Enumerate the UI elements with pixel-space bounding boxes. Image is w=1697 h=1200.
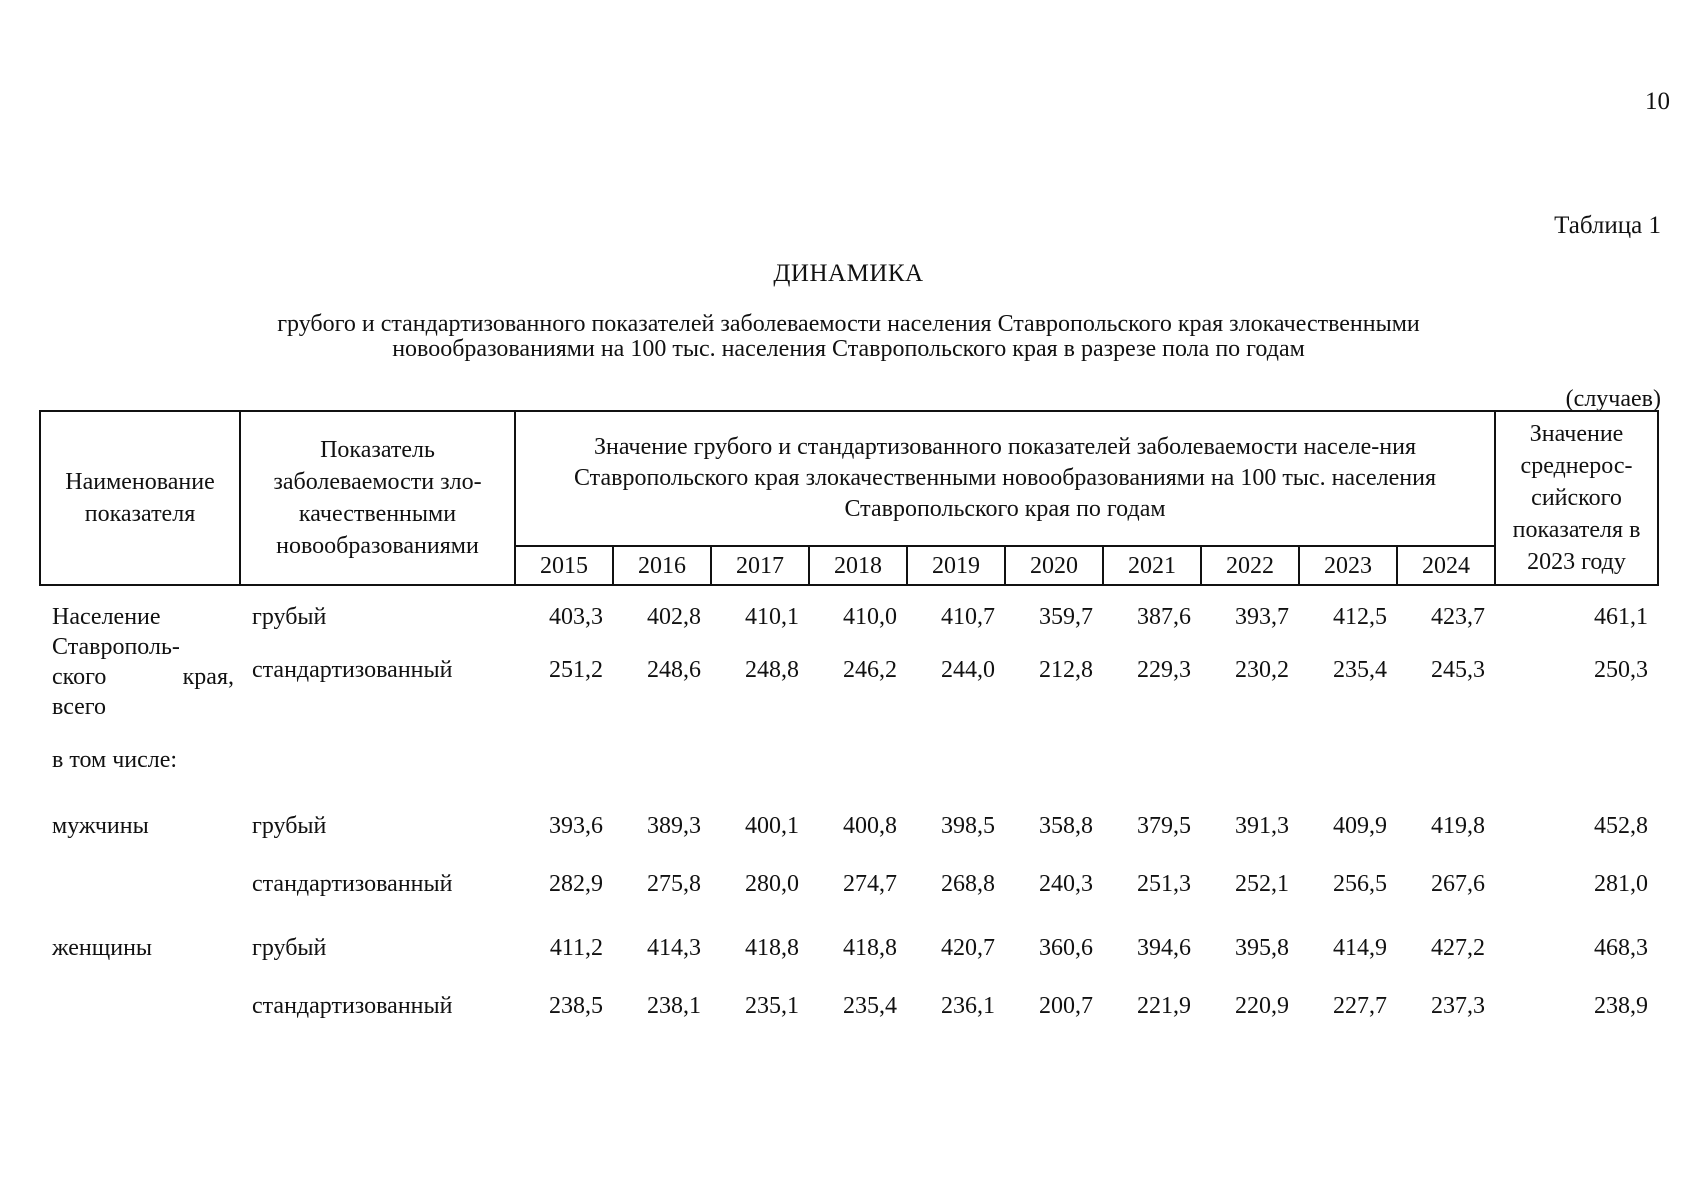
value-cell: 403,3	[549, 604, 603, 630]
russia-average-cell: 468,3	[1594, 935, 1649, 961]
row-name-population	[40, 585, 240, 735]
document-subtitle	[0, 312, 1697, 362]
value-cell: 409,9	[1333, 813, 1387, 839]
value-cell: 230,2	[1235, 657, 1289, 683]
russia-average-cell: 452,8	[1594, 813, 1649, 839]
value-cell: 236,1	[941, 993, 995, 1019]
value-cell: 237,3	[1431, 993, 1486, 1019]
value-cell: 275,8	[647, 871, 701, 897]
value-cell: 414,9	[1333, 935, 1387, 961]
value-cell: 251,2	[549, 657, 603, 683]
value-cell: 235,4	[843, 993, 897, 1019]
value-cell: 389,3	[647, 813, 701, 839]
table-row	[40, 985, 1658, 1035]
incidence-table	[39, 410, 1659, 1035]
value-cell: 235,4	[1333, 657, 1387, 683]
table-body	[40, 585, 1658, 1035]
table-row	[40, 923, 1658, 985]
value-cell: 274,7	[843, 871, 897, 897]
table-row	[40, 655, 1658, 735]
value-cell: 393,7	[1235, 604, 1289, 630]
value-cell: 398,5	[941, 813, 995, 839]
value-cell: 268,8	[941, 871, 995, 897]
header-russia-average: Значение среднерос-сийского показателя в 2023 году	[1495, 411, 1658, 585]
value-cell: 238,5	[549, 993, 603, 1019]
indicator-cell: стандартизованный	[252, 871, 453, 897]
indicator-cell: стандартизованный	[252, 993, 453, 1019]
table-row	[40, 735, 1658, 797]
value-cell: 410,1	[745, 604, 799, 630]
table-label: Таблица 1	[1554, 212, 1661, 239]
value-cell: 282,9	[549, 871, 603, 897]
header-values-by-year: Значение грубого и стандартизованного показателей заболеваемости населе-ния Ставропольского края злокачественными новообразованиями на 100 тыс. населения Ставропольского края по годам	[515, 411, 1495, 546]
value-cell: 280,0	[745, 871, 799, 897]
value-cell: 418,8	[745, 935, 799, 961]
value-cell: 394,6	[1137, 935, 1191, 961]
value-cell: 248,8	[745, 657, 799, 683]
row-name-men: мужчины	[52, 813, 149, 839]
table-header	[40, 411, 1658, 585]
russia-average-cell: 461,1	[1594, 604, 1649, 630]
header-year: 2022	[1201, 546, 1299, 585]
header-year: 2024	[1397, 546, 1495, 585]
value-cell: 248,6	[647, 657, 701, 683]
value-cell: 391,3	[1235, 813, 1289, 839]
value-cell: 427,2	[1431, 935, 1486, 961]
value-cell: 256,5	[1333, 871, 1387, 897]
header-year: 2018	[809, 546, 907, 585]
value-cell: 251,3	[1137, 871, 1191, 897]
page-number: 10	[1645, 88, 1670, 115]
value-cell: 220,9	[1235, 993, 1289, 1019]
value-cell: 414,3	[647, 935, 701, 961]
indicator-cell: грубый	[252, 604, 327, 630]
subtitle-line: новообразованиями на 100 тыс. населения Ставропольского края в разрезе пола по годам	[392, 336, 1305, 362]
value-cell: 410,7	[941, 604, 995, 630]
indicator-cell: грубый	[252, 813, 327, 839]
subtitle-line: грубого и стандартизованного показателей заболеваемости населения Ставропольского края злокачественными	[277, 311, 1420, 337]
value-cell: 400,1	[745, 813, 799, 839]
value-cell: 200,7	[1039, 993, 1093, 1019]
indicator-cell: стандартизованный	[252, 657, 453, 683]
row-name-women: женщины	[52, 935, 153, 961]
including-label: в том числе:	[52, 747, 178, 773]
value-cell: 410,0	[843, 604, 897, 630]
value-cell: 227,7	[1333, 993, 1387, 1019]
indicator-cell: грубый	[252, 935, 327, 961]
value-cell: 221,9	[1137, 993, 1191, 1019]
value-cell: 267,6	[1431, 871, 1486, 897]
value-cell: 420,7	[941, 935, 995, 961]
header-year: 2015	[515, 546, 613, 585]
document-title: ДИНАМИКА	[773, 260, 924, 287]
value-cell: 212,8	[1039, 657, 1093, 683]
value-cell: 395,8	[1235, 935, 1289, 961]
value-cell: 246,2	[843, 657, 897, 683]
value-cell: 387,6	[1137, 604, 1191, 630]
units-label: (случаев)	[1565, 386, 1661, 412]
value-cell: 402,8	[647, 604, 701, 630]
population-name-line: Население Ставрополь-	[52, 604, 180, 660]
value-cell: 360,6	[1039, 935, 1093, 961]
value-cell: 412,5	[1333, 604, 1387, 630]
russia-average-cell: 238,9	[1594, 993, 1649, 1019]
population-name-line: ского края,	[52, 664, 234, 690]
header-year: 2016	[613, 546, 711, 585]
header-indicator-name: Наименование показателя	[40, 411, 240, 585]
header-year: 2021	[1103, 546, 1201, 585]
header-incidence-indicator: Показатель заболеваемости зло-качественными новообразованиями	[240, 411, 515, 585]
value-cell: 411,2	[549, 935, 603, 961]
table-row	[40, 859, 1658, 923]
value-cell: 418,8	[843, 935, 897, 961]
population-name-line: всего	[52, 694, 107, 720]
value-cell: 393,6	[549, 813, 603, 839]
russia-average-cell: 281,0	[1594, 871, 1649, 897]
header-year: 2023	[1299, 546, 1397, 585]
header-year: 2017	[711, 546, 809, 585]
value-cell: 423,7	[1431, 604, 1486, 630]
header-year: 2019	[907, 546, 1005, 585]
value-cell: 400,8	[843, 813, 897, 839]
table-row	[40, 585, 1658, 655]
value-cell: 245,3	[1431, 657, 1486, 683]
russia-average-cell: 250,3	[1594, 657, 1649, 683]
table-row	[40, 797, 1658, 859]
value-cell: 358,8	[1039, 813, 1093, 839]
value-cell: 229,3	[1137, 657, 1191, 683]
value-cell: 419,8	[1431, 813, 1486, 839]
value-cell: 235,1	[745, 993, 799, 1019]
value-cell: 244,0	[941, 657, 995, 683]
header-year: 2020	[1005, 546, 1103, 585]
value-cell: 238,1	[647, 993, 701, 1019]
value-cell: 379,5	[1137, 813, 1191, 839]
value-cell: 240,3	[1039, 871, 1093, 897]
value-cell: 359,7	[1039, 604, 1093, 630]
value-cell: 252,1	[1235, 871, 1289, 897]
